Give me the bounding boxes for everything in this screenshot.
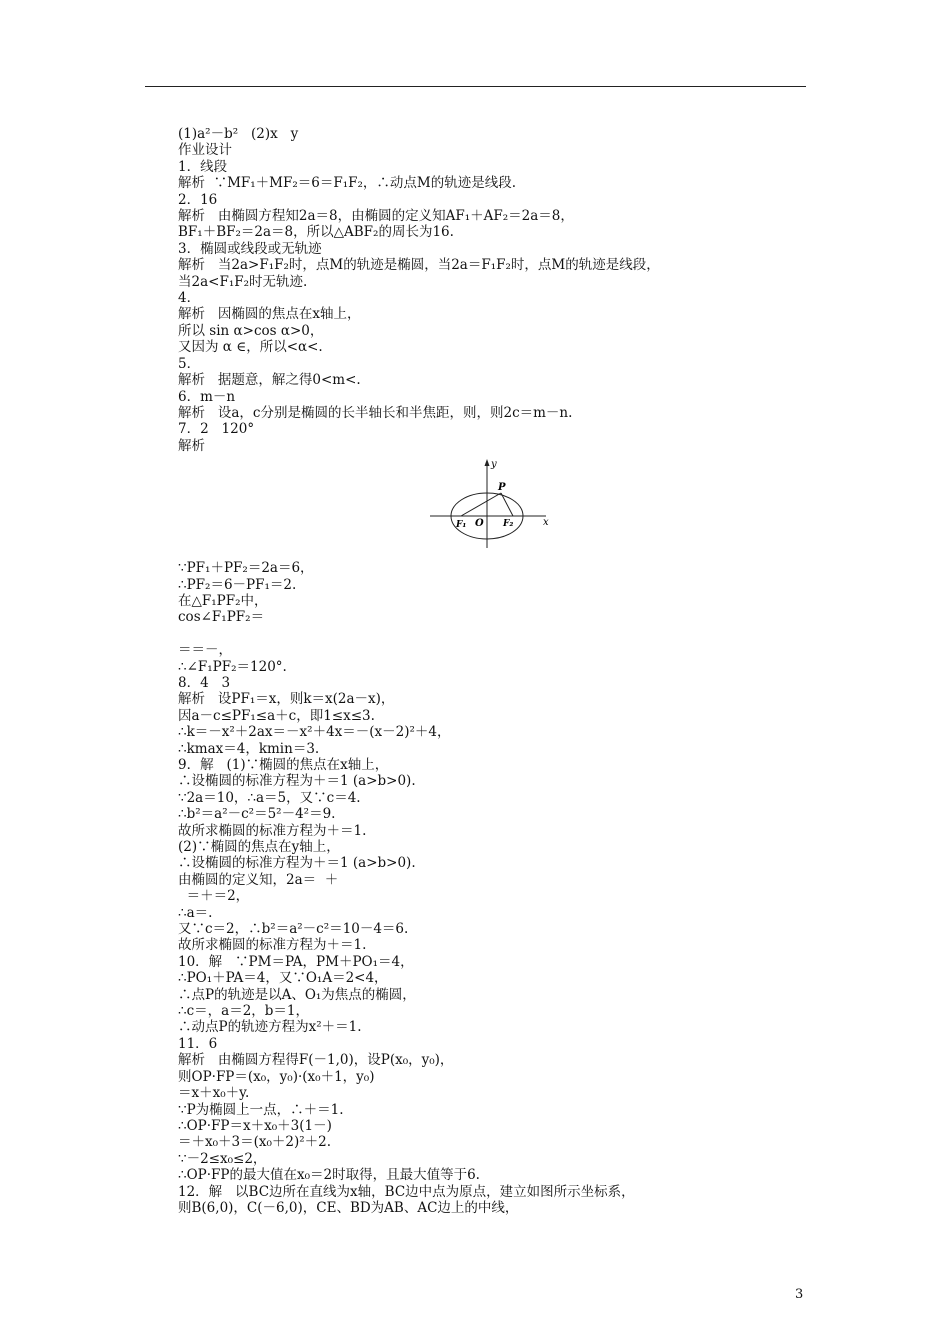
text-line: 在△F₁PF₂中， [178, 592, 268, 609]
text-line: 3．椭圆或线段或无轨迹 [178, 240, 322, 257]
text-line: ∵PF₁＋PF₂＝2a＝6， [178, 560, 314, 577]
text-line: 解析 ∵MF₁＋MF₂＝6＝F₁F₂，∴动点M的轨迹是线段. [178, 175, 517, 192]
text-line: 解析 设PF₁＝x，则k＝x(2a－x)， [178, 691, 395, 708]
text-line: 4． [178, 290, 201, 307]
text-line: ∴PO₁＋PA＝4，又∵O₁A＝2<4， [178, 970, 388, 987]
text-line: ∴k＝－x²＋2ax＝－x²＋4x＝－(x－2)²＋4， [178, 724, 451, 741]
text-line: ∴设椭圆的标准方程为＋＝1 (a>b>0). [178, 855, 416, 872]
text-line: 2．16 [178, 191, 218, 208]
text-line: BF₁＋BF₂＝2a＝8，所以△ABF₂的周长为16. [178, 224, 454, 241]
text-line: 则OP·FP＝(x₀，y₀)·(x₀＋1，y₀) [178, 1068, 375, 1085]
text-line: 11．6 [178, 1035, 218, 1052]
text-line: 1．线段 [178, 158, 228, 175]
text-line: 8．4 3 [178, 674, 231, 691]
text-line: (1)a²－b² (2)x y [178, 126, 299, 142]
text-line: 9．解 (1)∵椭圆的焦点在x轴上， [178, 756, 389, 773]
text-line: 则B(6,0)，C(－6,0)，CE、BD为AB、AC边上的中线， [178, 1199, 519, 1216]
text-line: 5． [178, 355, 201, 372]
text-line: ∴c＝，a＝2，b＝1， [178, 1003, 310, 1020]
text-line: ∴设椭圆的标准方程为＋＝1 (a>b>0). [178, 773, 416, 790]
text-line: 故所求椭圆的标准方程为＋＝1. [178, 937, 367, 954]
text-line: 故所求椭圆的标准方程为＋＝1. [178, 822, 367, 839]
text-line: ＝＋x₀＋3＝(x₀＋2)²＋2. [178, 1134, 332, 1151]
point-f1-label: F₁ [456, 520, 467, 531]
text-line: 当2a<F₁F₂时无轨迹. [178, 273, 308, 290]
text-line: cos∠F₁PF₂＝ [178, 609, 265, 626]
text-line: ＝x＋x₀＋y. [178, 1085, 250, 1102]
text-line: 10．解 ∵PM＝PA，PM＋PO₁＝4， [178, 953, 414, 970]
y-axis-label: y [491, 459, 497, 471]
page-number: 3 [795, 1287, 804, 1302]
point-f2-label: F₂ [503, 519, 514, 530]
text-line [178, 626, 778, 642]
text-line: 6．m－n [178, 388, 236, 405]
ellipse-figure [178, 456, 778, 556]
text-line: ∵P为椭圆上一点，∴＋＝1. [178, 1101, 344, 1118]
text-line: 解析 由椭圆方程得F(－1,0)，设P(x₀，y₀)， [178, 1052, 454, 1069]
answer-block-2 [178, 560, 778, 1216]
text-line: ∴OP·FP的最大值在x₀＝2时取得，且最大值等于6. [178, 1167, 480, 1184]
text-line: (2)∵椭圆的焦点在y轴上， [178, 839, 340, 856]
point-p-label: P [498, 482, 506, 494]
text-line: ∴OP·FP＝x＋x₀＋3(1－) [178, 1117, 332, 1134]
text-line: 所以 sin α>cos α>0， [178, 322, 324, 339]
y-axis-arrow [485, 459, 490, 466]
text-line: 7．2 120° [178, 421, 255, 438]
text-line: 解析 据题意，解之得0<m<. [178, 372, 361, 389]
text-line: ∵2a＝10，∴a＝5，又∵c＝4. [178, 789, 361, 806]
text-line: 又∵c＝2，∴b²＝a²－c²＝10－4＝6. [178, 921, 409, 938]
text-line: 解析 因椭圆的焦点在x轴上， [178, 306, 361, 323]
text-line: 又因为 α ∈，所以<α<. [178, 339, 323, 356]
text-line: ∴动点P的轨迹方程为x²＋＝1. [178, 1019, 362, 1036]
text-line: 解析 设a，c分别是椭圆的长半轴长和半焦距，则，则2c＝m－n. [178, 404, 573, 421]
text-line: ＝＋＝2， [178, 888, 250, 905]
text-line: ∵－2≤x₀≤2， [178, 1150, 267, 1167]
answer-block-1 [178, 126, 778, 454]
text-line: 解析 由椭圆方程知2a＝8，由椭圆的定义知AF₁＋AF₂＝2a＝8， [178, 208, 574, 225]
text-line: 解析 当2a>F₁F₂时，点M的轨迹是椭圆，当2a＝F₁F₂时，点M的轨迹是线段， [178, 257, 660, 274]
document-body [178, 126, 778, 1216]
text-line: ∴kmax＝4，kmin＝3. [178, 740, 320, 757]
text-line: ∴∠F₁PF₂＝120°. [178, 658, 287, 675]
text-line: ∴PF₂＝6－PF₁＝2. [178, 576, 297, 593]
text-line: ∴点P的轨迹是以A、O₁为焦点的椭圆， [178, 986, 416, 1003]
text-line: 因a－c≤PF₁≤a＋c，即1≤x≤3. [178, 707, 375, 724]
text-line: 由椭圆的定义知，2a＝ ＋ [178, 871, 339, 888]
text-line: ∴b²＝a²－c²＝5²－4²＝9. [178, 806, 336, 823]
x-axis-label: x [543, 517, 549, 529]
text-line: ∴a＝. [178, 904, 213, 921]
ellipse-diagram [428, 456, 568, 556]
text-line: 12．解 以BC边所在直线为x轴，BC边中点为原点，建立如图所示坐标系， [178, 1183, 635, 1200]
text-line: ＝＝－， [178, 642, 232, 659]
origin-label: O [475, 518, 484, 530]
text-line: 解析 [178, 437, 205, 454]
header-rule [145, 86, 806, 87]
text-line: 作业设计 [178, 142, 232, 159]
